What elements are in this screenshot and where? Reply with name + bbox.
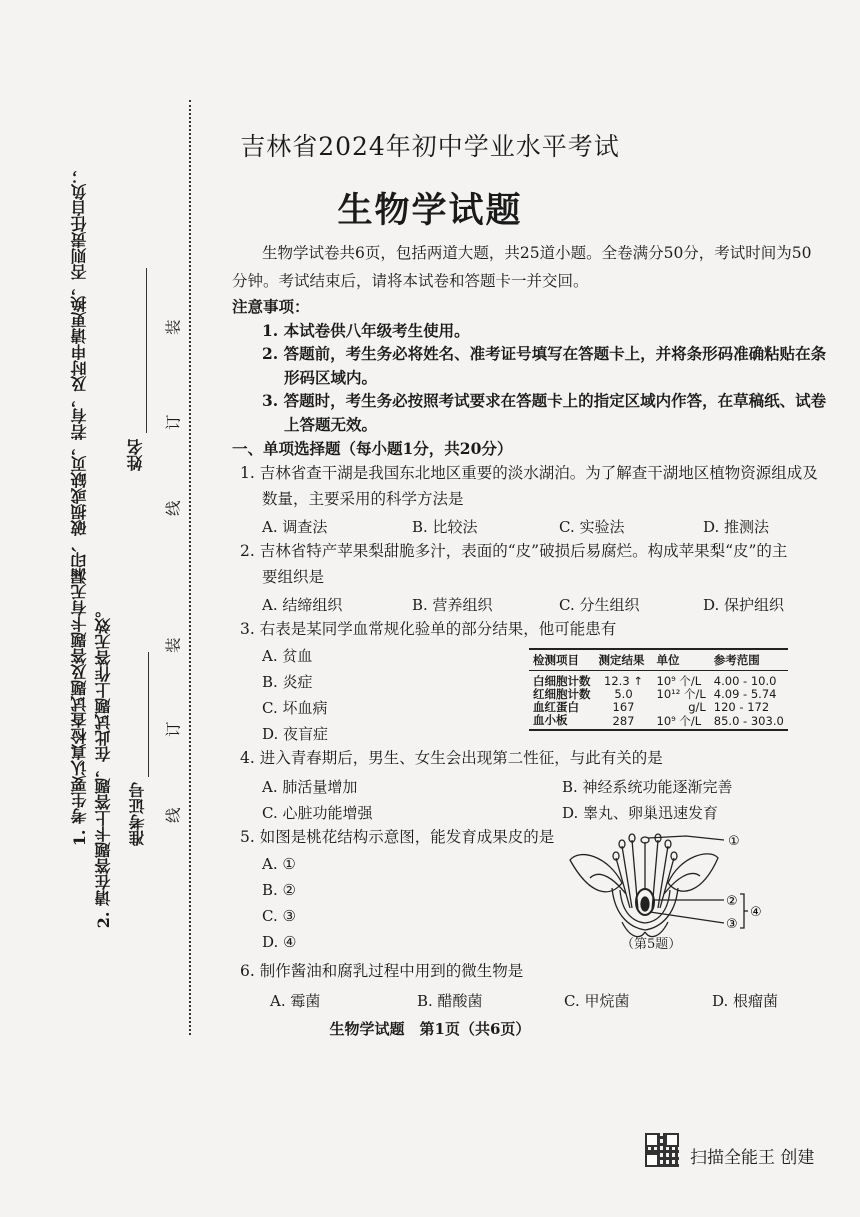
table-row: [529, 714, 788, 730]
note-3a: 3. 答题时，考生务必按照考试要求在答题卡上的指定区域内作答，在草稿纸、试卷: [262, 391, 827, 410]
scanner-watermark: 扫描全能王 创建: [690, 1148, 815, 1168]
name-label: 姓名: [126, 439, 145, 471]
table-header: 单位: [653, 649, 710, 671]
binding-mark-4: 装: [164, 637, 183, 654]
binding-mark-3: 线: [164, 500, 183, 517]
q2-option-a: A. 结缔组织: [262, 596, 343, 614]
q2-option-d: D. 保护组织: [703, 596, 785, 614]
exam-id-label: 准考证号: [128, 782, 147, 846]
q1-stem-1: 1. 吉林省查干湖是我国东北地区重要的淡水湖泊。为了解查干湖地区植物资源组成及: [240, 464, 818, 482]
peach-flower-diagram: [560, 828, 770, 948]
q3-option-b: B. 炎症: [262, 673, 313, 691]
q4-option-d: D. 睾丸、卵巢迅速发育: [562, 804, 719, 822]
note-1: 1. 本试卷供八年级考生使用。: [262, 321, 470, 340]
fig-label-4: ④: [750, 905, 762, 920]
table-cell: 血红蛋白: [533, 699, 579, 714]
table-cell: 10⁹ 个/L: [656, 713, 702, 728]
table-row: [529, 701, 788, 714]
table-cell: 红细胞计数: [533, 686, 591, 701]
table-header: 检测项目: [529, 649, 595, 671]
table-cell: g/L: [688, 699, 706, 714]
table-cell: 4.09 - 5.74: [713, 686, 777, 701]
side-note-2: 2. 请在答题卡上答题，在此试题上作答无效。: [94, 602, 113, 929]
q1-option-c: C. 实验法: [559, 518, 625, 536]
q2-option-c: C. 分生组织: [559, 596, 640, 614]
table-cell: 血小板: [533, 712, 568, 727]
table-cell: 5.0: [614, 686, 633, 701]
q5-option-c: C. ③: [262, 907, 296, 925]
qr-code-icon: [645, 1133, 679, 1167]
q2-option-b: B. 营养组织: [412, 596, 493, 614]
q4-stem: 4. 进入青春期后，男生、女生会出现第二性征，与此有关的是: [240, 749, 663, 767]
table-cell: 白细胞计数: [533, 673, 591, 688]
binding-mark-1: 装: [164, 319, 183, 336]
table-cell: 12.3 ↑: [604, 673, 643, 688]
table-cell: 120 - 172: [713, 699, 770, 714]
q5-option-a: A. ①: [262, 855, 296, 873]
exam-title: 吉林省2024年初中学业水平考试: [240, 132, 620, 161]
table-row: [529, 675, 788, 688]
fig-label-3: ③: [726, 917, 738, 932]
q4-option-b: B. 神经系统功能逐渐完善: [562, 778, 733, 796]
q3-option-c: C. 坏血病: [262, 699, 328, 717]
q1-stem-2: 数量，主要采用的科学方法是: [262, 490, 464, 508]
q1-option-a: A. 调查法: [262, 518, 328, 536]
binding-mark-2: 订: [164, 414, 183, 431]
table-cell: 10⁹ 个/L: [656, 673, 702, 688]
section-1-title: 一、单项选择题（每小题1分，共20分）: [232, 439, 513, 458]
fig-label-1: ①: [728, 834, 740, 849]
side-note-1: 1. 考生要认真检查试题及答题卡有无漏印、破损或缺页，若有，及时申请更换，否则责任自负；: [70, 168, 89, 847]
intro-line-2: 分钟。考试结束后，请将本试卷和答题卡一并交回。: [232, 272, 589, 290]
table-header: 参考范围: [710, 649, 788, 671]
table-cell: 287: [612, 713, 635, 728]
note-2a: 2. 答题前，考生务必将姓名、准考证号填写在答题卡上，并将条形码准确粘贴在条: [262, 344, 827, 363]
q6-option-c: C. 甲烷菌: [564, 992, 630, 1010]
figure-caption: （第5题）: [621, 937, 682, 952]
intro-line-1: 生物学试卷共6页，包括两道大题，共25道小题。全卷满分50分，考试时间为50: [262, 244, 812, 262]
q3-option-d: D. 夜盲症: [262, 725, 329, 743]
q5-option-b: B. ②: [262, 881, 297, 899]
q4-option-a: A. 肺活量增加: [262, 778, 358, 796]
q5-option-d: D. ④: [262, 933, 297, 951]
table-cell: 167: [612, 699, 635, 714]
q1-option-d: D. 推测法: [703, 518, 770, 536]
binding-dotted-line: [189, 100, 191, 1035]
q6-option-a: A. 霉菌: [270, 992, 321, 1010]
q3-stem: 3. 右表是某同学血常规化验单的部分结果，他可能患有: [240, 620, 617, 638]
blood-test-table: [529, 648, 788, 731]
q6-option-b: B. 醋酸菌: [417, 992, 483, 1010]
note-2b: 形码区域内。: [284, 368, 378, 387]
fig-label-2: ②: [726, 894, 738, 909]
page-footer: 生物学试题 第1页（共6页）: [329, 1020, 531, 1038]
note-3b: 上答题无效。: [284, 415, 378, 434]
table-header: 测定结果: [595, 649, 653, 671]
notes-title: 注意事项：: [232, 297, 310, 316]
table-cell: 4.00 - 10.0: [713, 673, 777, 688]
q2-stem-1: 2. 吉林省特产苹果梨甜脆多汁，表面的“皮”破损后易腐烂。构成苹果梨“皮”的主: [240, 542, 788, 560]
table-row: [529, 688, 788, 701]
name-line: [146, 268, 147, 433]
q5-stem: 5. 如图是桃花结构示意图，能发育成果皮的是: [240, 828, 555, 846]
subject-title: 生物学试题: [337, 191, 523, 231]
q1-option-b: B. 比较法: [412, 518, 478, 536]
table-header-row: [529, 649, 788, 671]
table-cell: 10¹² 个/L: [656, 686, 706, 701]
q6-option-d: D. 根瘤菌: [712, 992, 779, 1010]
table-cell: 85.0 - 303.0: [713, 713, 784, 728]
q3-option-a: A. 贫血: [262, 647, 313, 665]
binding-mark-5: 订: [164, 721, 183, 738]
q4-option-c: C. 心脏功能增强: [262, 804, 373, 822]
q2-stem-2: 要组织是: [262, 568, 325, 586]
q6-stem: 6. 制作酱油和腐乳过程中用到的微生物是: [240, 962, 524, 980]
exam-id-line: [148, 652, 149, 777]
binding-mark-6: 线: [164, 807, 183, 824]
